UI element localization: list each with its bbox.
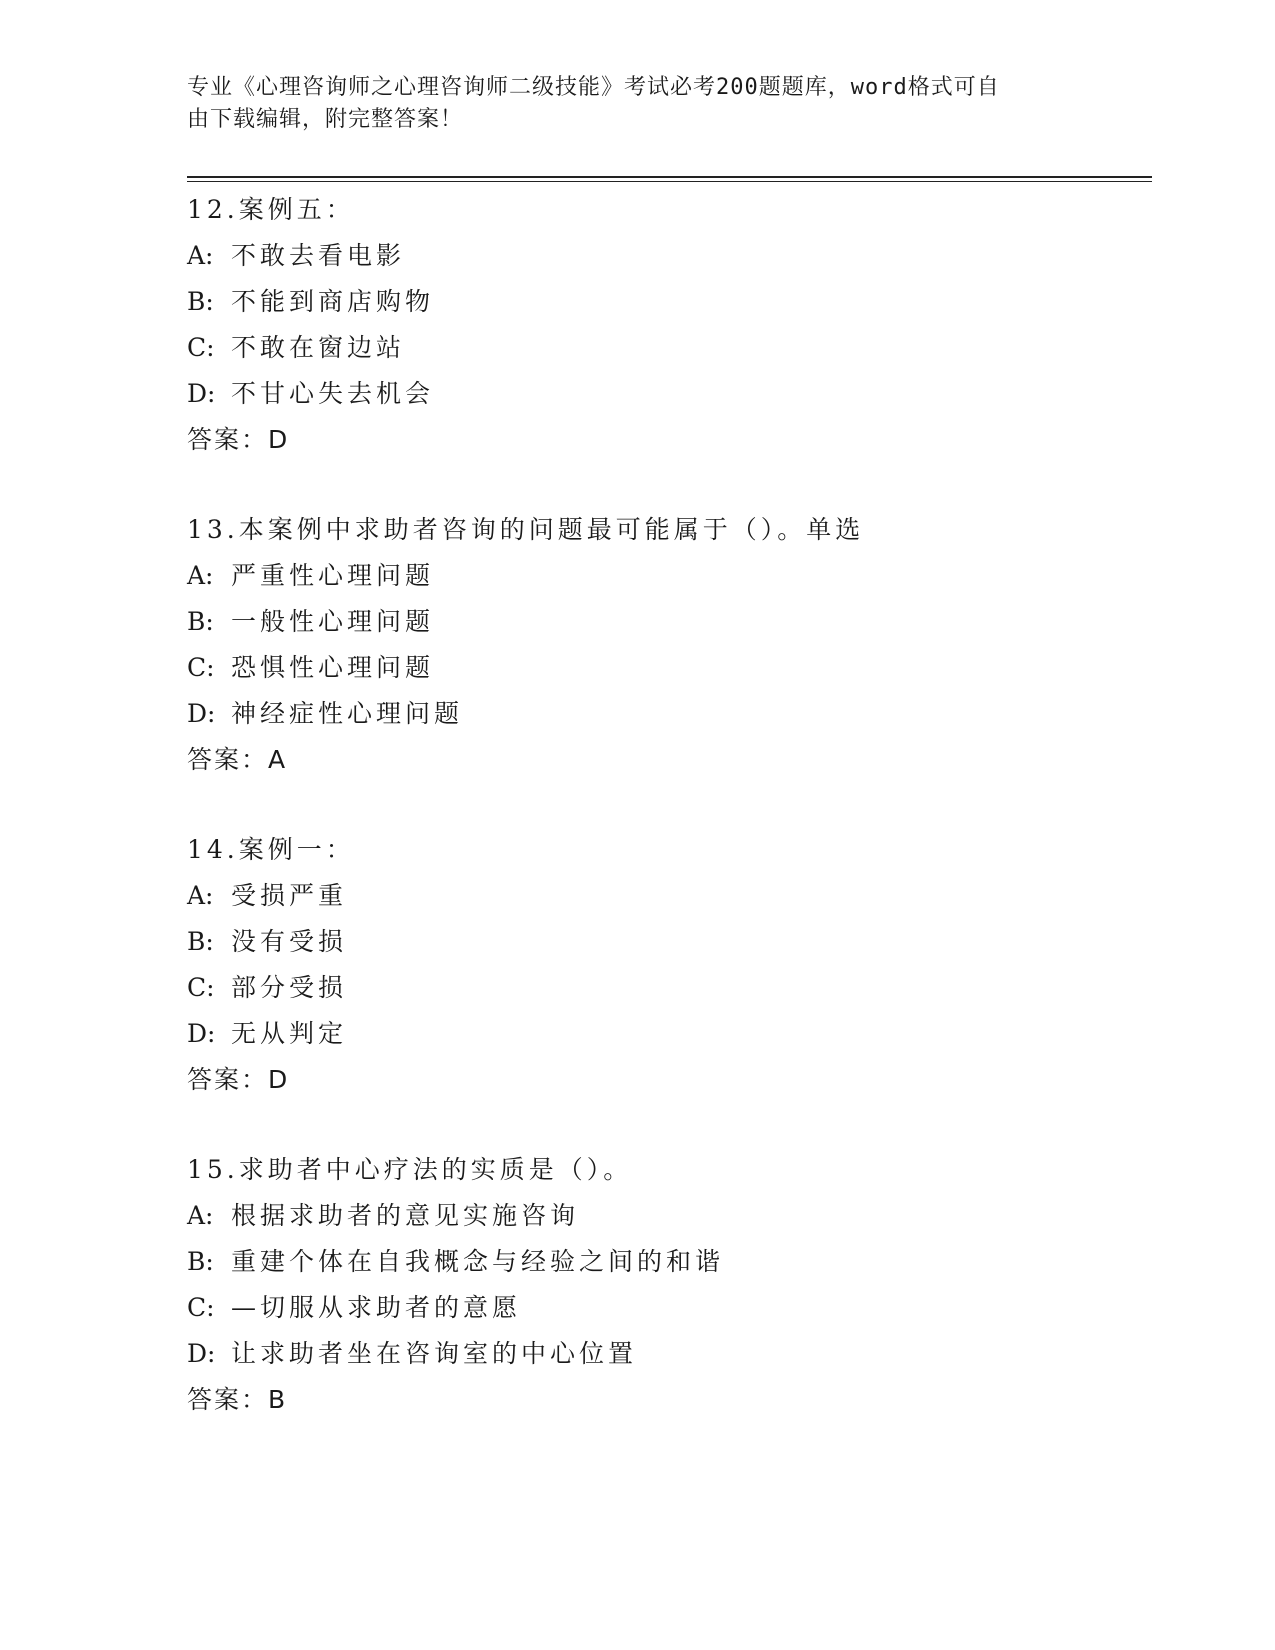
- option-key: D:: [187, 699, 216, 728]
- option-text: 严重性心理问题: [231, 561, 435, 590]
- option-text: 恐惧性心理问题: [231, 653, 435, 682]
- option-text: 部分受损: [231, 973, 348, 1002]
- answer-line: 答案：D: [187, 1065, 290, 1094]
- question-14: [187, 827, 1152, 1103]
- option-text: 不敢在窗边站: [231, 333, 406, 362]
- option-key: A:: [187, 241, 214, 270]
- header-divider-thin: [187, 181, 1152, 182]
- answer-line: 答案：A: [187, 745, 288, 774]
- option-b: [187, 1239, 1152, 1285]
- option-text: 神经症性心理问题: [231, 699, 464, 728]
- question-15: [187, 1147, 1152, 1423]
- option-key: A:: [187, 1201, 214, 1230]
- option-key: D:: [187, 1019, 216, 1048]
- answer-line: 答案：B: [187, 1385, 288, 1414]
- option-key: D:: [187, 379, 216, 408]
- option-a: [187, 553, 1152, 599]
- option-key: C:: [187, 333, 215, 362]
- question-12: [187, 187, 1152, 463]
- option-key: A:: [187, 881, 214, 910]
- option-key: B:: [187, 927, 214, 956]
- option-text: 无从判定: [231, 1019, 348, 1048]
- option-key: B:: [187, 1247, 214, 1276]
- option-text: 让求助者坐在咨询室的中心位置: [231, 1339, 638, 1368]
- option-b: [187, 919, 1152, 965]
- option-text: 不甘心失去机会: [231, 379, 435, 408]
- option-a: [187, 1193, 1152, 1239]
- option-key: C:: [187, 653, 215, 682]
- question-title: 14.案例一：: [187, 835, 355, 864]
- question-title: 15.求助者中心疗法的实质是（）。: [187, 1155, 633, 1184]
- option-c: [187, 645, 1152, 691]
- option-d: [187, 1331, 1152, 1377]
- header-divider-thick: [187, 176, 1152, 178]
- option-c: [187, 1285, 1152, 1331]
- header-line-1: 专业《心理咨询师之心理咨询师二级技能》考试必考200题题库，word格式可自: [187, 75, 1000, 100]
- answer-line: 答案：D: [187, 425, 290, 454]
- option-text: 重建个体在自我概念与经验之间的和谐: [231, 1247, 725, 1276]
- option-c: [187, 965, 1152, 1011]
- option-key: D:: [187, 1339, 216, 1368]
- option-a: [187, 873, 1152, 919]
- question-13: [187, 507, 1152, 783]
- option-text: —切服从求助者的意愿: [231, 1293, 522, 1322]
- option-a: [187, 233, 1152, 279]
- option-c: [187, 325, 1152, 371]
- document-header: [187, 72, 1067, 136]
- option-key: B:: [187, 287, 214, 316]
- option-text: 根据求助者的意见实施咨询: [231, 1201, 580, 1230]
- question-title: 13.本案例中求助者咨询的问题最可能属于（）。单选: [187, 515, 865, 544]
- option-text: 没有受损: [231, 927, 348, 956]
- header-line-2: 由下载编辑，附完整答案！: [187, 107, 464, 132]
- option-d: [187, 371, 1152, 417]
- option-key: C:: [187, 973, 215, 1002]
- option-key: B:: [187, 607, 214, 636]
- option-b: [187, 599, 1152, 645]
- option-d: [187, 1011, 1152, 1057]
- option-text: 一般性心理问题: [231, 607, 435, 636]
- option-b: [187, 279, 1152, 325]
- option-key: C:: [187, 1293, 215, 1322]
- option-text: 不敢去看电影: [231, 241, 406, 270]
- option-d: [187, 691, 1152, 737]
- option-text: 不能到商店购物: [231, 287, 435, 316]
- question-list: [187, 187, 1152, 1467]
- option-text: 受损严重: [231, 881, 348, 910]
- option-key: A:: [187, 561, 214, 590]
- question-title: 12.案例五：: [187, 195, 355, 224]
